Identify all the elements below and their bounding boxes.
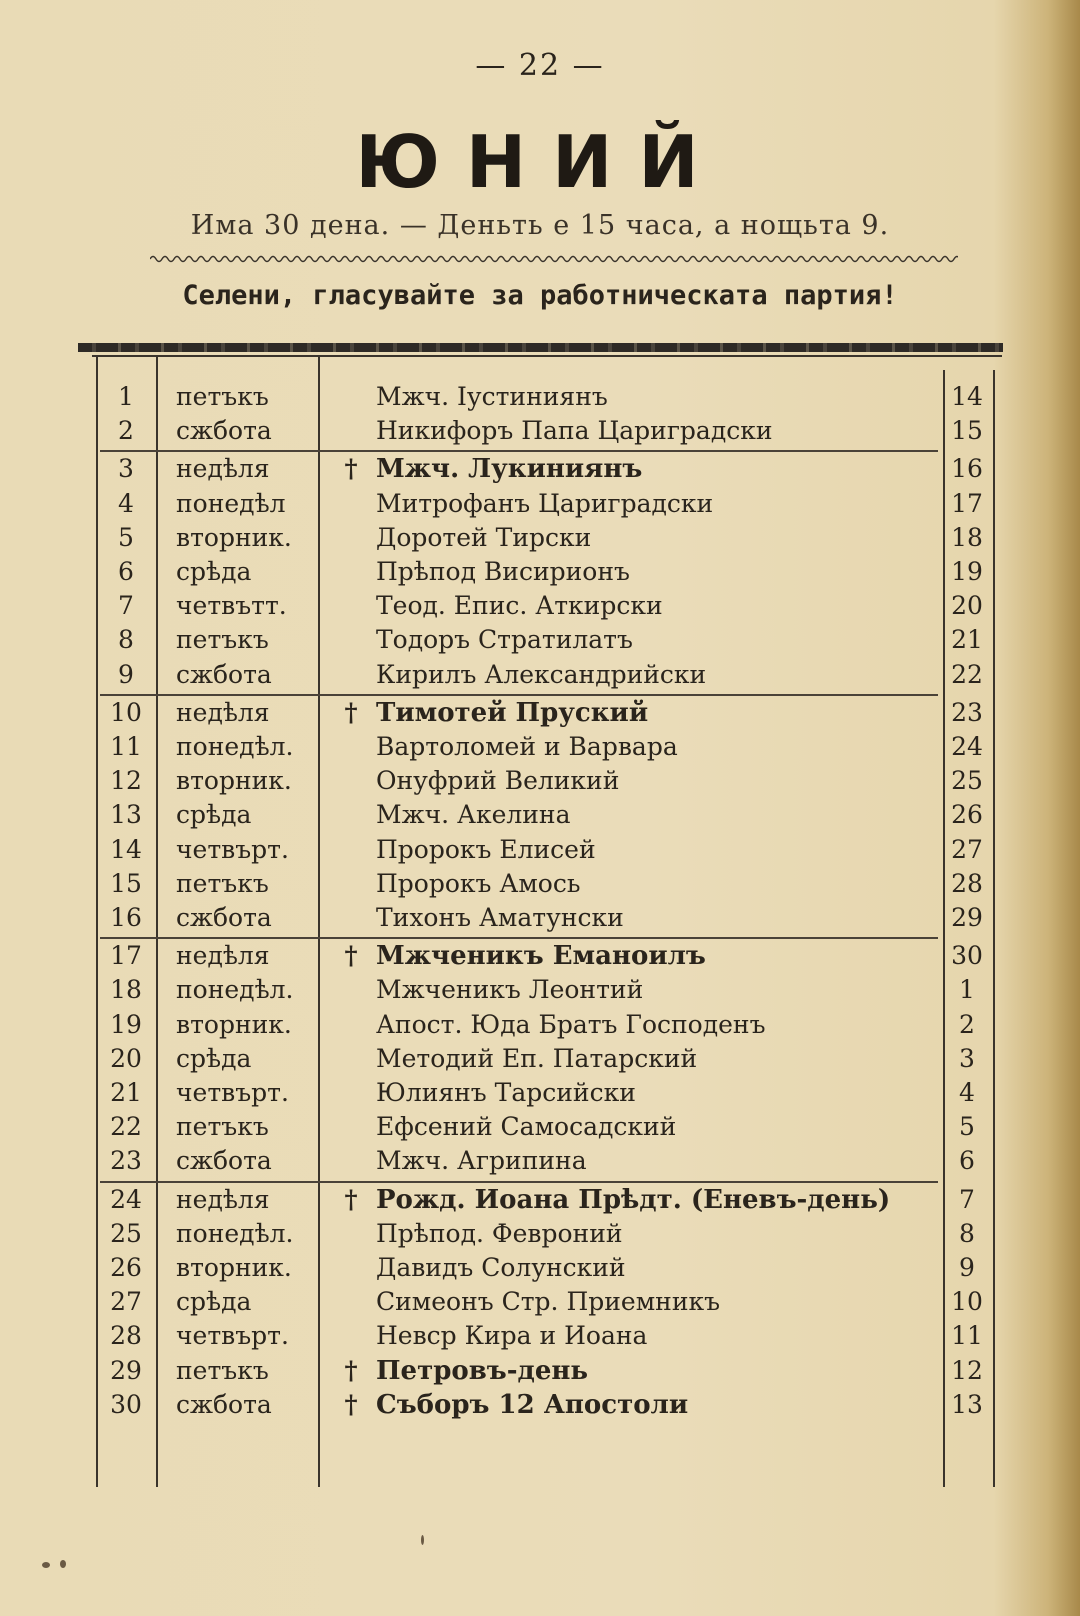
saint-name: Доротей Тирски — [376, 522, 592, 552]
old-style-date: 12 — [951, 1355, 983, 1385]
saint-name: Прѣпод Висирионъ — [376, 557, 630, 586]
old-style-date: 26 — [951, 800, 983, 830]
weekday: срѣда — [176, 1043, 252, 1073]
day-number: 30 — [110, 1389, 142, 1419]
saint-name: Апост. Юда Братъ Господенъ — [376, 1009, 766, 1039]
month-info: Има 30 дена. — Деньть е 15 часа, а нощьта 9. — [190, 210, 890, 241]
weekday: четвърт. — [176, 1321, 289, 1351]
saint-name: Мжч. Лукиниянъ — [376, 454, 643, 485]
saint-name: Теод. Епис. Аткирски — [376, 591, 663, 621]
saint-name: Мжч. Іустиниянъ — [376, 382, 608, 411]
old-style-date: 28 — [951, 868, 983, 898]
day-number: 4 — [118, 488, 134, 518]
old-style-date: 9 — [959, 1253, 975, 1282]
old-style-date: 21 — [951, 625, 983, 655]
table-row — [0, 1251, 1080, 1285]
page-number: — 22 — — [475, 48, 605, 83]
weekday: вторник. — [176, 1253, 292, 1282]
day-number: 9 — [118, 659, 134, 689]
table-row — [0, 1008, 1080, 1042]
saint-name: Мжченикъ Еманоилъ — [376, 941, 706, 972]
weekday: недѣля — [176, 697, 270, 727]
old-style-date: 4 — [959, 1078, 975, 1107]
weekday: недѣля — [176, 1184, 270, 1214]
saint-name: Никифоръ Папа Цариградски — [376, 416, 773, 446]
table-row — [0, 521, 1080, 555]
weekday: петъкъ — [176, 1112, 269, 1142]
saint-name: Тодоръ Стратилатъ — [376, 625, 633, 655]
saint-name: Невср Кира и Иоана — [376, 1321, 648, 1351]
table-row — [0, 1388, 1080, 1422]
table-row — [0, 696, 1080, 730]
saint-name: Вартоломей и Варвара — [376, 732, 678, 761]
old-style-date: 23 — [951, 697, 983, 727]
saint-name: Мжч. Агрипина — [376, 1146, 587, 1176]
weekday: сжбота — [176, 1389, 272, 1419]
day-number: 19 — [110, 1009, 142, 1039]
table-row — [0, 623, 1080, 657]
day-number: 3 — [118, 454, 134, 484]
old-style-date: 3 — [959, 1043, 975, 1073]
day-number: 23 — [110, 1146, 142, 1176]
saint-name: Пророкъ Елисей — [376, 834, 596, 864]
saint-name: Прѣпод. Февроний — [376, 1218, 623, 1248]
table-row — [0, 764, 1080, 798]
saint-name: Симеонъ Стр. Приемникъ — [376, 1287, 721, 1317]
old-style-date: 16 — [951, 454, 983, 484]
day-number: 25 — [110, 1218, 142, 1248]
day-number: 22 — [110, 1112, 142, 1142]
table-top-rule — [78, 343, 1003, 352]
old-style-date: 22 — [951, 659, 983, 689]
old-style-date: 18 — [951, 522, 983, 552]
day-number: 27 — [110, 1287, 142, 1317]
feast-cross: † — [344, 941, 358, 971]
saint-name: Митрофанъ Цариградски — [376, 488, 714, 518]
table-row — [0, 730, 1080, 764]
weekday: четвътт. — [176, 591, 287, 621]
day-number: 8 — [118, 625, 134, 655]
table-row — [0, 487, 1080, 521]
table-row — [0, 658, 1080, 692]
table-row — [0, 1076, 1080, 1110]
saint-name: Рожд. Иоана Прѣдт. (Еневъ-день) — [376, 1184, 891, 1215]
old-style-date: 30 — [951, 941, 983, 971]
day-number: 18 — [110, 975, 142, 1005]
day-number: 10 — [110, 697, 142, 727]
month-title: ЮНИЙ — [355, 120, 725, 204]
table-row — [0, 1042, 1080, 1076]
table-row — [0, 380, 1080, 414]
saint-name: Мжч. Акелина — [376, 800, 571, 830]
weekday: сжбота — [176, 1146, 272, 1176]
saint-name: Юлиянъ Тарсийски — [376, 1078, 636, 1107]
day-number: 5 — [118, 522, 134, 552]
weekday: вторник. — [176, 522, 292, 552]
weekday: понедѣл. — [176, 975, 294, 1005]
table-row — [0, 798, 1080, 832]
old-style-date: 10 — [951, 1287, 983, 1317]
table-row — [0, 555, 1080, 589]
old-style-date: 2 — [959, 1009, 975, 1039]
weekday: понедѣл. — [176, 1218, 294, 1248]
weekday: недѣля — [176, 454, 270, 484]
weekday: четвърт. — [176, 834, 289, 864]
old-style-date: 7 — [959, 1184, 975, 1214]
old-style-date: 27 — [951, 834, 983, 864]
day-number: 13 — [110, 800, 142, 830]
ink-speck — [60, 1560, 66, 1568]
old-style-date: 24 — [951, 732, 983, 761]
weekday: срѣда — [176, 800, 252, 830]
feast-cross: † — [344, 1184, 358, 1214]
day-number: 29 — [110, 1355, 142, 1385]
day-number: 20 — [110, 1043, 142, 1073]
ink-speck — [42, 1562, 50, 1568]
day-number: 17 — [110, 941, 142, 971]
saint-name: Тимотей Пруский — [376, 697, 649, 728]
old-style-date: 5 — [959, 1112, 975, 1142]
table-row — [0, 1217, 1080, 1251]
table-row — [0, 939, 1080, 973]
old-style-date: 8 — [959, 1218, 975, 1248]
old-style-date: 19 — [951, 557, 983, 586]
slogan: Селени, гласувайте за работническата партия! — [182, 280, 898, 311]
table-row — [0, 833, 1080, 867]
feast-cross: † — [344, 1355, 358, 1385]
day-number: 28 — [110, 1321, 142, 1351]
table-row — [0, 452, 1080, 486]
saint-name: Ефсений Самосадский — [376, 1112, 677, 1142]
saint-name: Онуфрий Великий — [376, 766, 620, 796]
weekday: петъкъ — [176, 1355, 269, 1385]
table-top-thin-rule — [92, 355, 1002, 357]
saint-name: Давидъ Солунский — [376, 1253, 626, 1282]
table-row — [0, 867, 1080, 901]
table-row — [0, 1110, 1080, 1144]
day-number: 16 — [110, 903, 142, 932]
table-row — [0, 1319, 1080, 1353]
old-style-date: 15 — [951, 416, 983, 446]
feast-cross: † — [344, 697, 358, 727]
saint-name: Мжченикъ Леонтий — [376, 975, 644, 1005]
old-style-date: 11 — [951, 1321, 983, 1351]
weekday: срѣда — [176, 1287, 252, 1317]
weekday: петъкъ — [176, 625, 269, 655]
day-number: 12 — [110, 766, 142, 796]
day-number: 11 — [110, 732, 142, 761]
old-style-date: 14 — [951, 382, 983, 411]
table-row — [0, 1183, 1080, 1217]
weekday: недѣля — [176, 941, 270, 971]
saint-name: Тихонъ Аматунски — [376, 903, 624, 932]
weekday: петъкъ — [176, 382, 269, 411]
day-number: 14 — [110, 834, 142, 864]
weekday: сжбота — [176, 903, 272, 932]
saint-name: Методий Еп. Патарский — [376, 1043, 698, 1073]
day-number: 2 — [118, 416, 134, 446]
day-number: 15 — [110, 868, 142, 898]
saint-name: Петровъ-день — [376, 1355, 589, 1386]
day-number: 26 — [110, 1253, 142, 1282]
weekday: сжбота — [176, 416, 272, 446]
table-row — [0, 973, 1080, 1007]
old-style-date: 6 — [959, 1146, 975, 1176]
old-style-date: 20 — [951, 591, 983, 621]
table-row — [0, 414, 1080, 448]
weekday: четвърт. — [176, 1078, 289, 1107]
weekday: срѣда — [176, 557, 252, 586]
weekday: понедѣл. — [176, 732, 294, 761]
feast-cross: † — [344, 454, 358, 484]
old-style-date: 1 — [959, 975, 975, 1005]
weekday: вторник. — [176, 766, 292, 796]
table-row — [0, 1285, 1080, 1319]
day-number: 6 — [118, 557, 134, 586]
wavy-divider — [150, 252, 958, 266]
day-number: 24 — [110, 1184, 142, 1214]
weekday: понедѣл — [176, 488, 286, 518]
saint-name: Кирилъ Александрийски — [376, 659, 707, 689]
ink-speck — [421, 1535, 424, 1545]
day-number: 7 — [118, 591, 134, 621]
saint-name: Съборъ 12 Апостоли — [376, 1389, 689, 1420]
weekday: сжбота — [176, 659, 272, 689]
old-style-date: 17 — [951, 488, 983, 518]
old-style-date: 13 — [951, 1389, 983, 1419]
old-style-date: 29 — [951, 903, 983, 932]
old-style-date: 25 — [951, 766, 983, 796]
saint-name: Пророкъ Амось — [376, 868, 581, 898]
table-row — [0, 1354, 1080, 1388]
feast-cross: † — [344, 1389, 358, 1419]
weekday: вторник. — [176, 1009, 292, 1039]
table-row — [0, 1144, 1080, 1178]
table-row — [0, 589, 1080, 623]
day-number: 1 — [118, 382, 134, 411]
table-row — [0, 901, 1080, 935]
weekday: петъкъ — [176, 868, 269, 898]
day-number: 21 — [110, 1078, 142, 1107]
